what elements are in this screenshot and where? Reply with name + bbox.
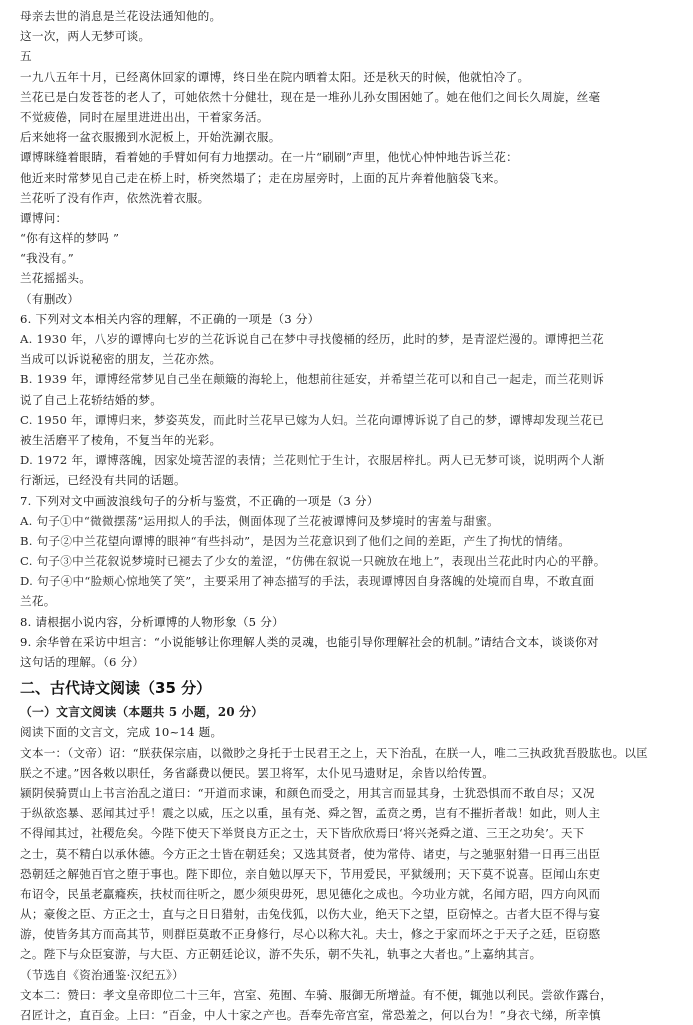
text-line: 9. 余华曾在采访中坦言：“小说能够让你理解人类的灵魂，也能引导你理解社会的机制。”请结合文本，谈谈你对 (20, 634, 599, 649)
text-line: “我没有。” (20, 251, 74, 266)
text-line: 他近来时常梦见自己走在桥上时，桥突然塌了；走在房屋旁时，上面的瓦片奔着他脑袋飞来。 (20, 170, 506, 185)
text-line: 6. 下列对文本相关内容的理解，不正确的一项是（3 分） (20, 311, 320, 326)
text-line: 兰花已是白发苍苍的老人了，可她依然十分健壮，现在是一堆孙儿孙女围困她了。她在他们之间长久周旋，丝毫 (20, 89, 601, 104)
text-line: C. 1950 年，谭博归来，梦姿英发，而此时兰花早已嫁为人妇。兰花向谭博诉说了自己的梦，谭博却发现兰花已 (20, 412, 604, 427)
text-line: 颍阴侯骑贾山上书言治乱之道曰：“开道而求谏，和颜色而受之，用其言而显其身，士犹恐惧而不敢自尽；又况 (20, 785, 595, 800)
text-line: “你有这样的梦吗 ” (20, 231, 120, 246)
text-line: 行渐远，已经没有共同的话题。 (20, 473, 186, 488)
text-line: 兰花。 (20, 594, 56, 609)
text-line: 兰花听了没有作声，依然洗着衣服。 (20, 190, 210, 205)
text-line: C. 句子③中兰花叙说梦境时已褪去了少女的羞涩，“仿佛在叙说一只碗放在地上”，表现出兰花此时内心的平静。 (20, 554, 606, 569)
text-line: 母亲去世的消息是兰花设法通知他的。 (20, 9, 222, 23)
text-line: 游，使皆务其方而高其节，则群臣莫敢不正身修行，尽心以称大礼。夫士，修之于家而坏之于天子之廷，臣窃愍 (20, 927, 601, 942)
text-line: 朕之不逮。”因各敕以职任，务省繇费以便民。罢卫将军，太仆见马遗财足，余皆以给传置。 (20, 765, 495, 780)
text-line: 不觉疲倦，同时在屋里进进出出，干着家务活。 (20, 109, 269, 124)
text-line: 7. 下列对文中画波浪线句子的分析与鉴赏，不正确的一项是（3 分） (20, 493, 379, 508)
text-line: 被生活磨平了棱角，不复当年的光彩。 (20, 432, 222, 447)
classical-chinese-passage (20, 722, 679, 1025)
text-line: 谭博眯缝着眼睛，看着她的手臂如何有力地摆动。在一片“刷刷”声里，他忧心忡忡地告诉兰花： (20, 150, 518, 165)
section-title: 二、古代诗文阅读（35 分） (20, 679, 212, 698)
text-line: 布诏令，民虽老羸癃疾，扶杖而往听之，愿少须臾毋死，思见德化之成也。今功业方就，名闻方昭，四方向风而 (20, 886, 601, 901)
text-line: （节选自《资治通鉴·汉纪五》） (20, 967, 184, 982)
text-line: A. 句子①中“微微摆荡”运用拟人的手法，侧面体现了兰花被谭博问及梦境时的害羞与甜蜜。 (20, 513, 499, 528)
text-line: 文本一：（文帝）诏：“朕获保宗庙，以微眇之身托于士民君王之上，天下治乱，在朕一人，唯二三执政犹吾股肱也。以匡 (20, 745, 649, 760)
text-line: 从；豪俊之臣、方正之士，直与之日日猎射，击兔伐狐，以伤大业，绝天下之望，臣窃悼之。古者大臣不得与宴 (20, 907, 601, 922)
text-line: 8. 请根据小说内容，分析谭博的人物形象（5 分） (20, 614, 284, 629)
text-line: B. 1939 年，谭博经常梦见自己坐在颠簸的海轮上，他想前往延安，并希望兰花可以和自己一起走，而兰花则诉 (20, 372, 605, 387)
text-line: 阅读下面的文言文，完成 10~14 题。 (20, 725, 223, 740)
subsection-title: （一）文言文阅读（本题共 5 小题，20 分） (20, 705, 264, 720)
text-line: 恐朝廷之解弛百官之堕于事也。陛下即位，亲自勉以厚天下，节用爱民，平狱缓刑；天下莫不说喜。臣闻山东吏 (20, 866, 601, 881)
text-line: D. 1972 年，谭博落魄，因家处境苦涩的表情；兰花则忙于生计，衣服居梓扎。两人已无梦可谈，说明两个人渐 (20, 453, 605, 468)
text-line: 不得闻其过，社稷危矣。今陛下使天下举贤良方正之士，天下皆欣欣焉曰‘将兴尧舜之道、三王之功矣’。天下 (20, 826, 585, 841)
text-line: 谭博问： (20, 210, 68, 225)
text-line: 后来她将一盆衣服搬到水泥板上，开始洗涮衣服。 (20, 130, 281, 145)
text-line: 于纵欲恣暴、恶闻其过乎！震之以威，压之以重，虽有尧、舜之智，孟贲之勇，岂有不摧折者哉！如此，则人主 (20, 806, 601, 821)
text-line: 文本二：赞曰：孝文皇帝即位二十三年，宫室、苑囿、车骑、服御无所增益。有不便，辄弛以利民。尝欲作露台， (20, 987, 613, 1002)
text-line: 之。陛下与众臣宴游，与大臣、方正朝廷论议，游不失乐，朝不失礼，轨事之大者也。”上嘉纳其言。 (20, 947, 542, 962)
text-line: 兰花摇摇头。 (20, 271, 92, 286)
text-line: B. 句子②中兰花望向谭博的眼神“有些抖动”，是因为兰花意识到了他们之间的差距，产生了拘忧的情绪。 (20, 533, 571, 548)
text-line: 五 (20, 49, 32, 64)
story-and-questions (20, 6, 679, 672)
text-line: 一九八五年十月，已经离休回家的谭博，终日坐在院内晒着太阳。还是秋天的时候，他就怕冷了。 (20, 69, 530, 84)
text-line: D. 句子④中“脸颊心惊地笑了笑”，主要采用了神态描写的手法，表现谭博因自身落魄的处境而自卑，不敢直面 (20, 574, 595, 589)
text-line: 当成可以诉说秘密的朋友，兰花亦然。 (20, 352, 222, 367)
text-line: 召匠计之，直百金。上曰：“百金，中人十家之产也。吾奉先帝宫室，常恐羞之，何以台为！”身衣弋绨，所幸慎 (20, 1008, 601, 1022)
text-line: 之士，莫不精白以承休德。今方正之士皆在朝廷矣；又选其贤者，使为常侍、诸吏，与之驰驱射猎一日再三出臣 (20, 846, 601, 861)
text-line: （有删改） (20, 291, 80, 306)
text-line: A. 1930 年，八岁的谭博向七岁的兰花诉说自己在梦中寻找傻桶的经历，此时的梦，是青涩烂漫的。谭博把兰花 (20, 332, 604, 346)
text-line: 这一次，两人无梦可谈。 (20, 29, 151, 44)
text-line: 说了自己上花轿结婚的梦。 (20, 392, 163, 407)
text-line: 这句话的理解。（6 分） (20, 655, 145, 669)
